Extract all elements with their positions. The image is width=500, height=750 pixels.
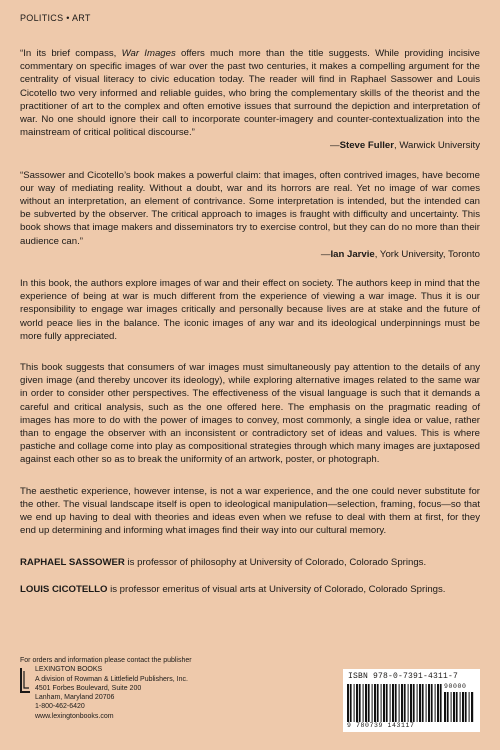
attribution-dash: —: [320, 248, 331, 260]
quote-text-start: “In its brief compass,: [20, 48, 122, 59]
description-paragraph-3: The aesthetic experience, however intense, is not a war experience, and the one could never substitute for the other. The visual landscape itself is open to ideological manipulation—selection, framing, focus—so that we end up having to deal with theories and ideas even when we refuse to deal with them at first, for they end up determining and informing what images find their way into our cultural memory.: [20, 485, 480, 537]
publisher-block: [20, 665, 192, 721]
author-bio-sassower: [20, 556, 480, 569]
author-name: RAPHAEL SASSOWER: [20, 556, 125, 568]
quote-attribution: [20, 139, 480, 152]
price-code: 90000: [444, 683, 467, 690]
review-quote-fuller: [20, 47, 480, 153]
publisher-info: [20, 656, 192, 721]
description-paragraph-2: This book suggests that consumers of war images must simultaneously pay attention to the details of any given image (and thereby uncover its ideology), while exploring alternative images related to the same war in order to consider other perspectives. The effectiveness of the visual language is such that it demands a careful and critical analysis, such as the one offered here. The emphasis on the pragmatic reading of images has more to do with the power of images to convey, most commonly, a single idea or value, rather than to engage the observer with an inconsistent or contradictory set of ideas and values. This is where pastiche and collage come into play as compositional strategies through which many images are juxtaposed against each other so as to break the uniformity of an artwork, poster, or photograph.: [20, 362, 480, 466]
barcode-box: [343, 669, 480, 732]
author-bio-text: is professor of philosophy at University of Colorado, Colorado Springs.: [124, 556, 427, 568]
review-quote-jarvie: [20, 169, 480, 261]
publisher-address-line-1: 4501 Forbes Boulevard, Suite 200: [35, 684, 142, 692]
reviewer-affiliation: , York University, Toronto: [374, 248, 480, 260]
price-barcode-icon: [444, 692, 475, 722]
attribution-dash: —: [330, 140, 340, 152]
author-bio-cicotello: [20, 583, 480, 596]
reviewer-name: Steve Fuller: [339, 140, 394, 152]
quote-text: “Sassower and Cicotello’s book makes a powerful claim: that images, often contrived images, have become our way of mediating reality. Without a doubt, war and its horrors are real. Yet no image of war comes without an interpretation, an element of contrivance. Some interpretation is intended, but the intended can be subverted by the observer. The critical approach to images is fraught with difficulty and uncertainty. This book shows that image makers and disseminators try to exercise control, but they can do no more than their audience can.”: [20, 169, 480, 247]
lexington-logo-icon: [20, 666, 31, 696]
publisher-address-line-2: Lanham, Maryland 20706: [35, 694, 115, 702]
publisher-phone: 1-800-462-6420: [35, 703, 85, 711]
author-bio-text: is professor emeritus of visual arts at University of Colorado, Colorado Springs.: [107, 583, 446, 595]
reviewer-affiliation: , Warwick University: [394, 140, 480, 152]
publisher-website[interactable]: www.lexingtonbooks.com: [35, 712, 114, 720]
quote-attribution: [20, 248, 480, 261]
author-name: LOUIS CICOTELLO: [20, 583, 108, 595]
barcode-digits: 9 780739 143117: [347, 722, 415, 729]
publisher-division: A division of Rowman & Littlefield Publishers, Inc.: [35, 675, 188, 683]
book-title: War Images: [121, 48, 176, 59]
barcode-icon: [347, 684, 442, 722]
publisher-name: LEXINGTON BOOKS: [35, 666, 103, 674]
reviewer-name: Ian Jarvie: [330, 248, 375, 260]
isbn-label: ISBN 978-0-7391-4311-7: [348, 672, 459, 681]
description-paragraph-1: In this book, the authors explore images of war and their effect on society. The authors keep in mind that the experience of being at war is much different from the experience of viewing a war image. Thus it is our responsibility to engage war images critically and personally because lives are at stake and the future of world peace lies in the balance. The iconic images of any war and its ideological underpinnings must be more fully appreciated.: [20, 278, 480, 342]
back-cover-text: [20, 47, 480, 610]
publisher-contact: For orders and information please contact the publisher: [20, 657, 192, 664]
publisher-details: [35, 665, 188, 721]
category-label: POLITICS • ART: [20, 13, 91, 23]
quote-text-rest: offers much more than the title suggests. While providing incisive commentary on specific images of war over the past two centuries, it makes a compelling argument for the centrality of visual literacy to civic education today. The reader will find in Raphael Sassower and Louis Cicotello two very informed and reliable guides, who bring the complementary skills of the theorist and the practitioner of art to the complex and often emotive issues that surround the depiction and interpretation of war. No one should ignore their call to incorporate counter-imagery and counter-contextualization into the mainstream of critical political discourse.”: [20, 48, 481, 139]
